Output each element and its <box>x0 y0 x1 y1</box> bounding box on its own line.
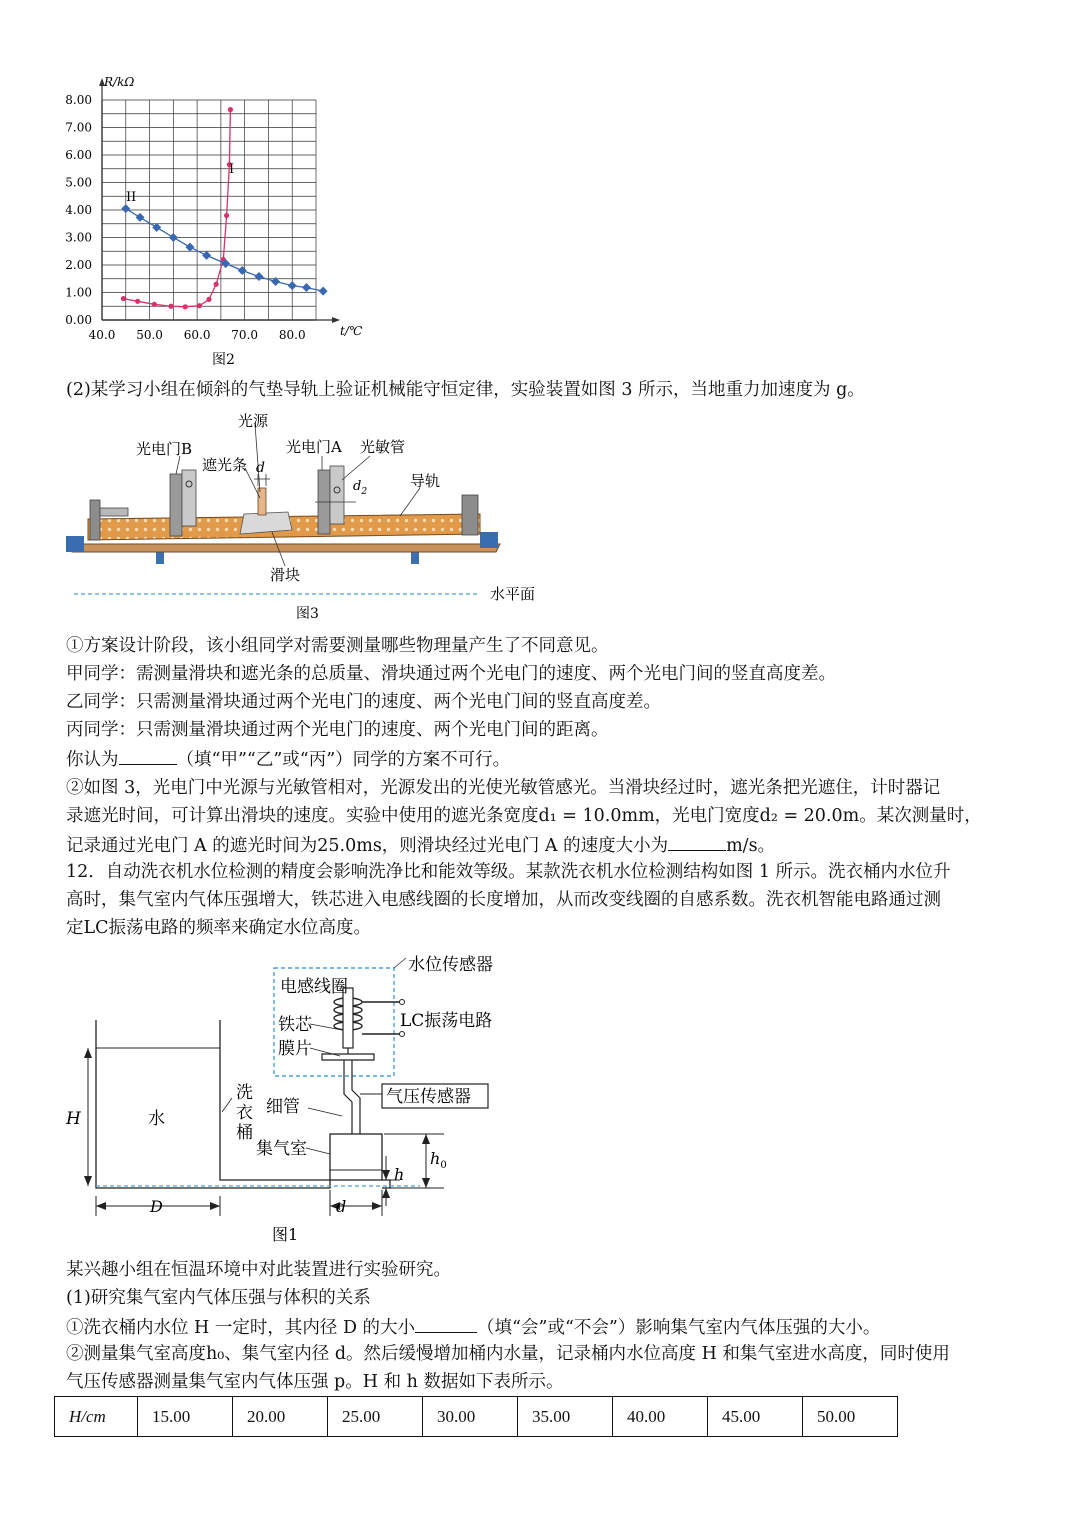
figure2-chart <box>60 70 380 370</box>
track-end-block <box>66 536 84 552</box>
table-cell: 50.00 <box>803 1397 898 1437</box>
table-cell: 35.00 <box>518 1397 613 1437</box>
gate-b <box>182 470 196 526</box>
label-barrel: 衣 <box>236 1103 253 1123</box>
text-line: ②如图 3，光电门中光源与光敏管相对，光源发出的光使光敏管感光。当滑块经过时，遮光条把光遮住，计时器记 <box>66 778 941 798</box>
x-axis-arrow <box>332 317 340 323</box>
chart-curve-label-II: II <box>126 190 137 205</box>
text-line: 12．自动洗衣机水位检测的精度会影响洗净比和能效等级。某款洗衣机水位检测结构如图 1 所示。洗衣桶内水位升 <box>66 862 951 882</box>
y-tick-label: 4.00 <box>65 203 92 217</box>
left-stop <box>90 500 100 540</box>
chart-y-axis-label: R/kΩ <box>104 75 135 89</box>
data-point-II <box>136 213 145 222</box>
label-rail: 导轨 <box>410 472 441 490</box>
data-point-II <box>288 281 297 290</box>
y-tick-label: 2.00 <box>65 258 92 272</box>
iron-core <box>343 988 353 1048</box>
text-line: ②测量集气室高度h₀、集气室内径 d。然后缓慢增加桶内水量，记录桶内水位高度 H 和集气室进水高度，同时使用 <box>66 1344 950 1364</box>
text-line: 录遮光时间，可计算出滑块的速度。实验中使用的遮光条宽度d₁ = 10.0mm，光电门宽度d₂ = 20.0m。某次测量时， <box>66 806 982 826</box>
label-tube: 细管 <box>266 1097 300 1117</box>
y-tick-label: 8.00 <box>65 93 92 107</box>
text-line: 某兴趣小组在恒温环境中对此装置进行实验研究。 <box>66 1260 451 1280</box>
x-tick-label: 60.0 <box>183 328 211 342</box>
text-line <box>66 832 775 858</box>
label-d: d <box>256 460 265 476</box>
answer-blank[interactable] <box>415 1314 477 1333</box>
data-point-I <box>224 213 229 218</box>
x-tick-label: 50.0 <box>136 328 163 342</box>
text-line <box>66 1314 880 1340</box>
label-water: 水 <box>148 1109 165 1129</box>
label-lc: LC振荡电路 <box>400 1011 493 1031</box>
data-point-II <box>152 223 161 232</box>
data-point-II <box>254 272 263 281</box>
label-barrel: 洗 <box>236 1083 253 1103</box>
table-cell: 40.00 <box>613 1397 708 1437</box>
answer-blank[interactable] <box>119 746 177 765</box>
text-fragment: m/s。 <box>726 836 776 856</box>
right-stop <box>462 495 478 535</box>
data-point-II <box>121 204 130 213</box>
membrane <box>322 1054 374 1060</box>
chart-x-axis-label: t/℃ <box>340 324 363 338</box>
label-photo-tube: 光敏管 <box>360 438 406 456</box>
y-tick-label: 1.00 <box>65 285 92 300</box>
gate-b <box>170 474 182 536</box>
text-fragment: ①洗衣桶内水位 H 一定时，其内径 D 的大小 <box>66 1318 416 1338</box>
text-line <box>66 746 510 772</box>
figure3-air-track-diagram <box>60 408 560 628</box>
label-chamber: 集气室 <box>256 1139 307 1159</box>
x-tick-label: 70.0 <box>231 328 259 342</box>
y-tick-label: 7.00 <box>65 120 92 135</box>
text-fragment: （填“会”或“不会”）影响集气室内气体压强的大小。 <box>477 1318 881 1338</box>
table-cell: 45.00 <box>708 1397 803 1437</box>
label-water-sensor: 水位传感器 <box>408 955 493 975</box>
table-cell: 15.00 <box>138 1397 233 1437</box>
track-base <box>68 544 500 552</box>
label-slider: 滑块 <box>270 566 301 584</box>
label-d2: $d_2$ <box>353 479 368 497</box>
label-h: h <box>394 1165 405 1184</box>
text-line: 甲同学：需测量滑块和遮光条的总质量、滑块通过两个光电门的速度、两个光电门间的竖直高度差。 <box>66 664 836 684</box>
series-line-I <box>123 110 230 307</box>
text-line: 高时，集气室内气体压强增大，铁芯进入电感线圈的长度增加，从而改变线圈的自感系数。洗衣机智能电路通过测 <box>66 890 941 910</box>
label-shade-strip: 遮光条 <box>202 456 248 474</box>
shade-strip <box>258 488 266 515</box>
table-cell: 25.00 <box>328 1397 423 1437</box>
text-line: 定LC振荡电路的频率来确定水位高度。 <box>66 918 372 938</box>
figure2-caption: 图2 <box>212 352 235 368</box>
label-coil: 电感线圈 <box>280 977 348 997</box>
data-point-I <box>121 296 126 301</box>
left-stop <box>100 508 128 516</box>
data-point-II <box>202 251 211 260</box>
data-point-I <box>197 303 202 308</box>
air-chamber <box>330 1134 382 1180</box>
track-end-block <box>480 532 498 548</box>
text-fragment: 你认为 <box>66 750 119 770</box>
data-point-II <box>319 287 328 296</box>
label-H: H <box>66 1109 81 1129</box>
label-membrane: 膜片 <box>278 1039 312 1059</box>
text-line: (1)研究集气室内气体压强与体积的关系 <box>66 1288 371 1308</box>
y-tick-label: 0.00 <box>65 313 92 327</box>
label-gate-b: 光电门B <box>136 440 193 458</box>
text-line: 乙同学：只需测量滑块通过两个光电门的速度、两个光电门间的竖直高度差。 <box>66 692 661 712</box>
label-core: 铁芯 <box>278 1015 312 1035</box>
data-point-I <box>168 304 173 309</box>
thin-tube <box>344 1060 360 1140</box>
figure1-water-level-diagram <box>60 944 530 1248</box>
data-point-II <box>238 266 247 275</box>
x-tick-label: 80.0 <box>278 328 306 342</box>
label-horizontal-plane: 水平面 <box>490 585 536 603</box>
chart-curve-label-I: I <box>229 162 235 177</box>
label-light-source: 光源 <box>238 412 269 430</box>
data-point-II <box>271 277 280 286</box>
label-gate-a: 光电门A <box>286 438 342 456</box>
table-cell: 20.00 <box>233 1397 328 1437</box>
data-point-I <box>152 302 157 307</box>
table-cell: 30.00 <box>423 1397 518 1437</box>
text-line: 气压传感器测量集气室内气体压强 p。H 和 h 数据如下表所示。 <box>66 1372 564 1392</box>
data-point-I <box>183 304 188 309</box>
figure1-caption: 图1 <box>272 1225 299 1244</box>
data-point-II <box>169 233 178 242</box>
y-tick-label: 3.00 <box>65 230 92 245</box>
q2-intro: (2)某学习小组在倾斜的气垫导轨上验证机械能守恒定律，实验装置如图 3 所示，当地重力加速度为 g。 <box>66 380 865 400</box>
answer-blank[interactable] <box>668 832 726 851</box>
data-point-I <box>214 282 219 287</box>
y-tick-label: 5.00 <box>65 175 92 190</box>
data-table <box>54 1396 898 1437</box>
label-pressure-sensor: 气压传感器 <box>386 1087 471 1107</box>
text-fragment: 记录通过光电门 A 的遮光时间为25.0ms，则滑块经过光电门 A 的速度大小为 <box>66 836 669 856</box>
label-D: D <box>150 1197 163 1216</box>
data-point-I <box>206 297 211 302</box>
table-header-cell: H/cm <box>55 1397 138 1437</box>
label-d: d <box>336 1197 347 1216</box>
data-point-II <box>185 243 194 252</box>
text-fragment: （填“甲”“乙”或“丙”）同学的方案不可行。 <box>176 750 511 770</box>
data-point-I <box>228 107 233 112</box>
table-row <box>55 1397 898 1437</box>
data-point-II <box>302 283 311 292</box>
text-line: 丙同学：只需测量滑块通过两个光电门的速度、两个光电门间的距离。 <box>66 720 609 740</box>
x-tick-label: 40.0 <box>88 328 116 342</box>
figure3-caption: 图3 <box>296 606 319 622</box>
label-h0: $h_0$ <box>430 1149 447 1171</box>
label-barrel: 桶 <box>236 1123 253 1143</box>
data-point-I <box>135 299 140 304</box>
gate-a <box>330 466 344 524</box>
text-line: ①方案设计阶段，该小组同学对需要测量哪些物理量产生了不同意见。 <box>66 636 609 656</box>
y-tick-label: 6.00 <box>65 148 92 162</box>
